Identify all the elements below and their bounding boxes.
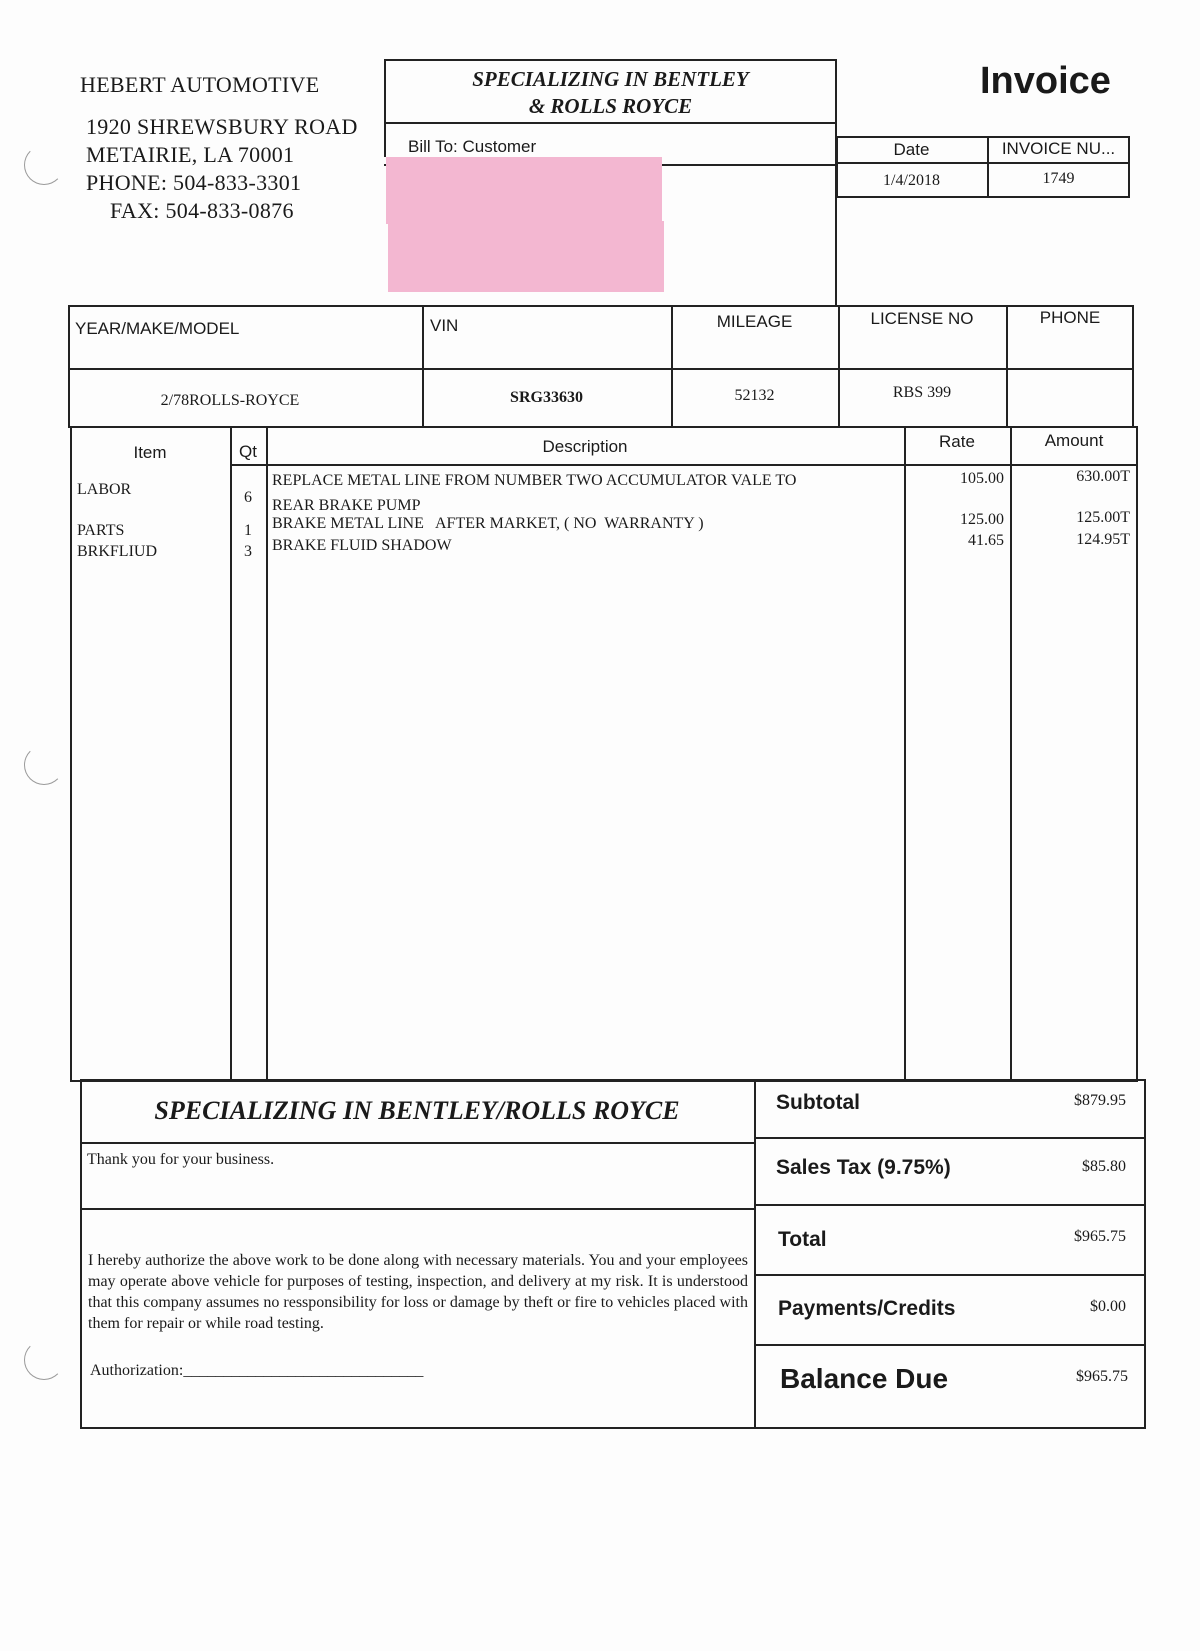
line-item-rate: 41.65: [968, 532, 1004, 549]
amount-header: Amount: [1044, 431, 1104, 450]
payments-credits-label: Payments/Credits: [778, 1297, 956, 1320]
line-items-header-divider: [230, 464, 1138, 466]
sales-tax-label: Sales Tax (9.75%): [776, 1156, 951, 1179]
company-phone: PHONE: 504-833-3301: [86, 170, 302, 195]
item-header: Item: [133, 443, 167, 462]
mileage-header: MILEAGE: [716, 312, 793, 331]
line-item-rate: 105.00: [960, 470, 1004, 487]
line-item-code: BRKFLIUD: [77, 543, 158, 560]
vehicle-ymm: 2/78ROLLS-ROYCE: [160, 392, 300, 409]
specialty-line1: SPECIALIZING IN BENTLEY: [472, 67, 749, 91]
date-label: Date: [893, 140, 930, 159]
company-fax: FAX: 504-833-0876: [110, 198, 294, 223]
company-address-line2: METAIRIE, LA 70001: [86, 142, 295, 167]
line-item-qty: 6: [244, 489, 252, 506]
vin-header: VIN: [430, 316, 459, 335]
payments-credits-value: $0.00: [1090, 1298, 1126, 1315]
rate-header: Rate: [939, 432, 975, 451]
vehicle-vin: SRG33630: [510, 389, 583, 406]
balance-due-label: Balance Due: [780, 1363, 949, 1394]
line-item-rate: 125.00: [960, 511, 1004, 528]
line-item-code: LABOR: [77, 481, 132, 498]
sales-tax-value: $85.80: [1082, 1158, 1126, 1175]
authorization-signature-line: Authorization:______________________________: [90, 1362, 424, 1379]
invoice-title: Invoice: [980, 60, 1111, 102]
bill-to-label: Bill To: Customer: [408, 137, 537, 156]
line-item-amount: 630.00T: [1076, 468, 1130, 485]
invoice-number-label: INVOICE NU...: [1001, 139, 1116, 158]
phone-header: PHONE: [1039, 308, 1101, 327]
invoice-number: 1749: [1042, 170, 1075, 187]
line-item-amount: 124.95T: [1076, 531, 1130, 548]
line-items-divider: [266, 426, 268, 1082]
line-item-description-cont: REAR BRAKE PUMP: [272, 497, 421, 514]
company-name: HEBERT AUTOMOTIVE: [80, 72, 320, 97]
redaction-bar: [386, 157, 662, 224]
vehicle-mileage: 52132: [734, 387, 775, 404]
footer-divider: [754, 1079, 756, 1429]
vehicle-table-divider: [422, 305, 424, 428]
line-item-description: REPLACE METAL LINE FROM NUMBER TWO ACCUMULATOR VALE TO: [272, 472, 797, 489]
description-header: Description: [542, 437, 628, 456]
totals-divider: [754, 1204, 1146, 1206]
balance-due-value: $965.75: [1076, 1368, 1128, 1385]
binder-hole: [24, 145, 64, 185]
authorization-terms: I hereby authorize the above work to be done along with necessary materials. You and your employees may operate above vehicle for purposes of testing, inspection, and delivery at my risk. It is understood that this company assumes no ressponsibility for loss or damage by theft or fire to vehicles placed with them for repair or while road testing.: [88, 1252, 748, 1332]
totals-divider: [754, 1274, 1146, 1276]
footer-divider: [80, 1142, 754, 1144]
line-item-qty: 3: [244, 543, 252, 560]
license-header: LICENSE NO: [870, 309, 974, 328]
bill-to-left-border: [384, 122, 386, 157]
totals-divider: [754, 1137, 1146, 1139]
totals-divider: [754, 1344, 1146, 1346]
footer-specialty: SPECIALIZING IN BENTLEY/ROLLS ROYCE: [154, 1096, 680, 1125]
subtotal-value: $879.95: [1074, 1092, 1126, 1109]
binder-hole: [24, 1340, 64, 1380]
company-address-line1: 1920 SHREWSBURY ROAD: [86, 114, 358, 139]
qty-header: Qt: [239, 442, 257, 461]
binder-hole: [24, 745, 64, 785]
line-item-code: PARTS: [77, 522, 125, 539]
thank-you-note: Thank you for your business.: [87, 1151, 275, 1168]
line-item-description: BRAKE METAL LINE AFTER MARKET, ( NO WARRANTY ): [272, 515, 704, 532]
line-item-description: BRAKE FLUID SHADOW: [272, 537, 452, 554]
subtotal-label: Subtotal: [776, 1091, 860, 1114]
year-make-model-header: YEAR/MAKE/MODEL: [75, 319, 240, 338]
total-value: $965.75: [1074, 1228, 1126, 1245]
line-item-qty: 1: [244, 522, 252, 539]
invoice-date: 1/4/2018: [883, 172, 940, 189]
vehicle-license: RBS 399: [892, 384, 952, 401]
invoice-meta-divider: [836, 162, 1130, 164]
footer-divider: [80, 1208, 754, 1210]
specialty-line2: & ROLLS ROYCE: [528, 94, 693, 118]
redaction-bar: [388, 221, 664, 292]
line-item-amount: 125.00T: [1076, 509, 1130, 526]
total-label: Total: [778, 1228, 827, 1251]
vehicle-table-divider: [68, 368, 1134, 370]
